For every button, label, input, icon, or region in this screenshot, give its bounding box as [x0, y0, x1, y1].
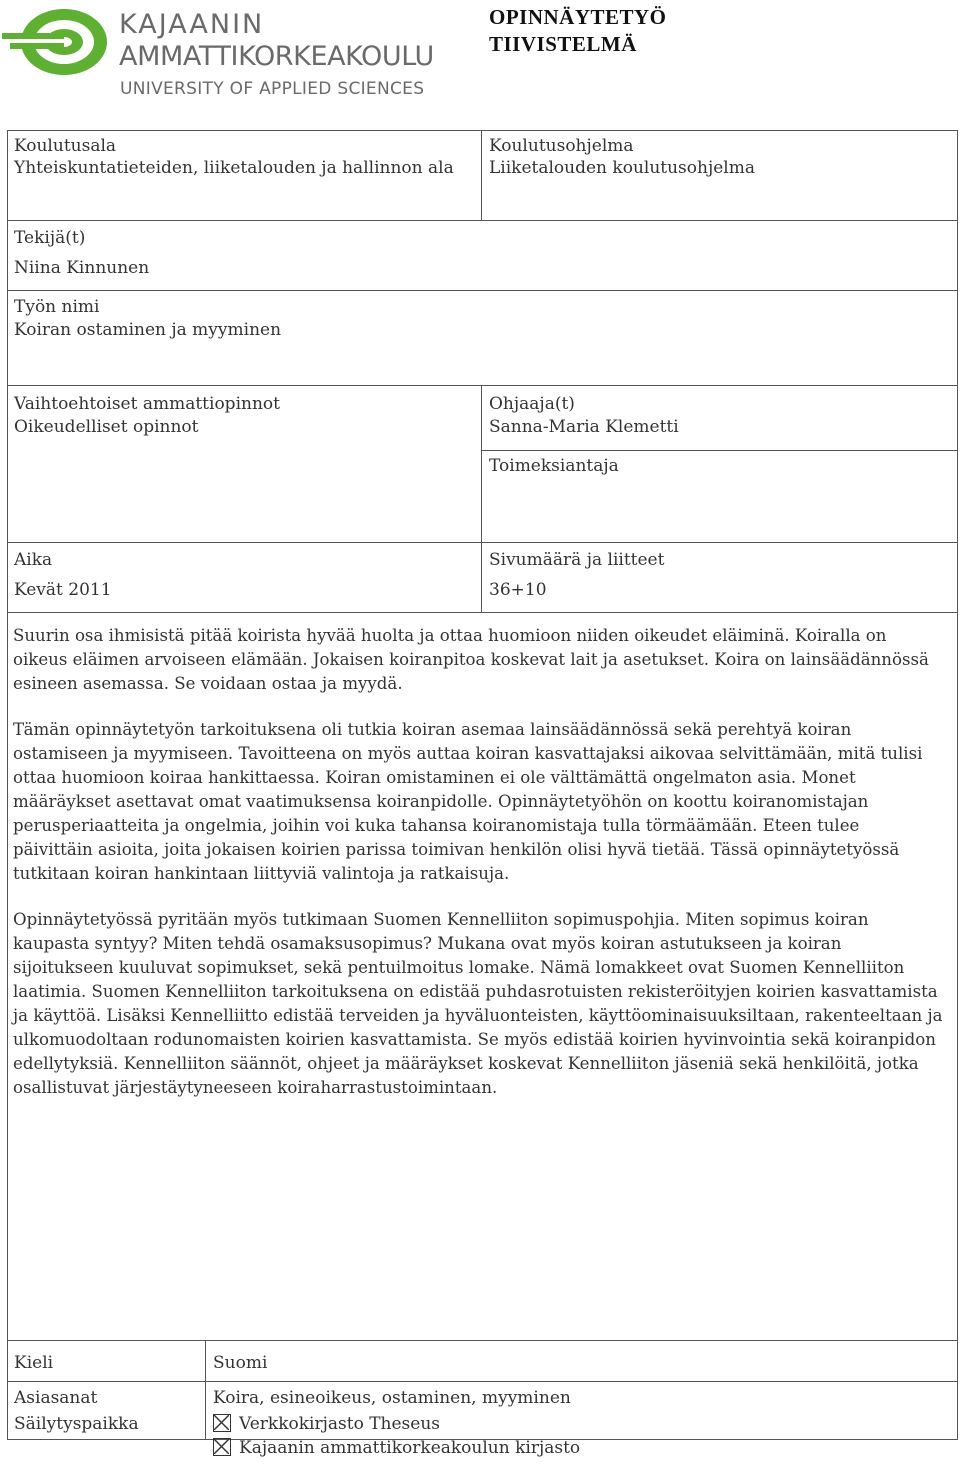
vaihtoehtoiset-label: Vaihtoehtoiset ammattiopinnot: [14, 394, 280, 414]
checked-checkbox-icon[interactable]: [213, 1414, 231, 1432]
aika-value: Kevät 2011: [14, 580, 112, 600]
tyon-nimi-label: Työn nimi: [14, 297, 100, 317]
ohjaaja-label: Ohjaaja(t): [489, 394, 575, 414]
sailytyspaikka-label: Säilytyspaikka: [14, 1414, 139, 1434]
heading-line1: OPINNÄYTETYÖ: [489, 5, 667, 29]
koulutusohjelma-label: Koulutusohjelma: [489, 136, 634, 156]
logo-line2: AMMATTIKORKEAKOULU: [119, 41, 434, 72]
tekija-value: Niina Kinnunen: [14, 258, 150, 278]
sivumaara-label: Sivumäärä ja liitteet: [489, 550, 665, 570]
option-label: Kajaanin ammattikorkeakoulun kirjasto: [239, 1438, 581, 1458]
heading-line2: TIIVISTELMÄ: [489, 32, 637, 56]
asiasanat-label: Asiasanat: [14, 1388, 98, 1408]
vaihtoehtoiset-value: Oikeudelliset opinnot: [14, 417, 199, 437]
logo-mark-icon: [2, 4, 112, 80]
sailytyspaikka-option-library[interactable]: [213, 1437, 580, 1460]
option-label: Verkkokirjasto Theseus: [239, 1414, 441, 1434]
abstract-paragraph-3: Opinnäytetyössä pyritään myös tutkimaan Suomen Kennelliiton sopimuspohjia. Miten sopimus koiran kaupasta syntyy? Miten tehdä osamaksusopimus? Mukana ovat myös koiran astutukseen ja koiran sijoitukseen kuuluvat sopimukset, sekä pentuilmoitus lomake. Nämä lomakkeet ovat Suomen Kennelliiton laatimia. Suomen Kennelliiton tarkoituksena on edistää puhdasrotuisten rekisteröityjen koirien kasvattamista ja käyttöä. Lisäksi Kennelliitto edistää terveiden ja hyväluonteisten, käyttöominaisuuksiltaan, rakenteeltaan ja ulkomuodoltaan rodunomaisten koirien kasvattamista. Se myös edistää koirien hyvinvointia sekä koiranpidon edellytyksiä. Kennelliiton säännöt, ohjeet ja määräykset koskevat Kennelliiton jäseniä sekä henkilöitä, jotka osallistuvat järjestäytyneeseen koiraharrastustoimintaan.: [13, 910, 943, 1097]
kieli-value: Suomi: [213, 1353, 268, 1373]
koulutusohjelma-value: Liiketalouden koulutusohjelma: [489, 158, 755, 178]
toimeksiantaja-label: Toimeksiantaja: [489, 456, 619, 476]
abstract-paragraph-2: Tämän opinnäytetyön tarkoituksena oli tutkia koiran asemaa lainsäädännössä sekä perehtyä koiran ostamiseen ja myymiseen. Tavoitteena on myös auttaa koiran kasvattajaksi aikovaa selvittämään, mitä tulisi ottaa huomioon koiraa hankittaessa. Koiran omistaminen ei ole välttämättä ongelmaton asia. Monet määräykset asettavat omat vaatimuksensa koiranpidolle. Opinnäytetyöhön on koottu koiranomistajan perusperiaatteita ja ongelmia, joihin voi kuka tahansa koiranomistaja tulla törmäämään. Eteen tulee päivittäin asioita, joita jokaisen koirien parissa toimivan henkilön olisi hyvä tietää. Tässä opinnäytetyössä tutkitaan koiran hankintaan liittyviä valintoja ja ratkaisuja.: [13, 720, 923, 883]
logo: [0, 0, 450, 105]
kieli-label: Kieli: [14, 1353, 54, 1373]
logo-line1: KAJAANIN: [119, 9, 265, 40]
tyon-nimi-value: Koiran ostaminen ja myyminen: [14, 320, 282, 340]
koulutusala-label: Koulutusala: [14, 136, 117, 156]
koulutusala-value: Yhteiskuntatieteiden, liiketalouden ja hallinnon ala: [14, 158, 454, 178]
asiasanat-value: Koira, esineoikeus, ostaminen, myyminen: [213, 1388, 571, 1408]
checked-checkbox-icon[interactable]: [213, 1438, 231, 1456]
logo-line3: UNIVERSITY OF APPLIED SCIENCES: [120, 79, 425, 99]
aika-label: Aika: [14, 550, 53, 570]
abstract-paragraph-1: Suurin osa ihmisistä pitää koirista hyvää huolta ja ottaa huomioon niiden oikeudet eläiminä. Koiralla on oikeus eläimen arvoiseen elämään. Jokaisen koiranpitoa koskevat lait ja asetukset. Koira on lainsäädännössä esineen asemassa. Se voidaan ostaa ja myydä.: [13, 626, 929, 693]
sailytyspaikka-option-theseus[interactable]: [213, 1413, 440, 1436]
ohjaaja-value: Sanna-Maria Klemetti: [489, 417, 679, 437]
tekija-label: Tekijä(t): [14, 228, 86, 248]
abstract-body: [13, 624, 943, 1122]
sivumaara-value: 36+10: [489, 580, 547, 600]
document-type-heading: [489, 4, 789, 58]
